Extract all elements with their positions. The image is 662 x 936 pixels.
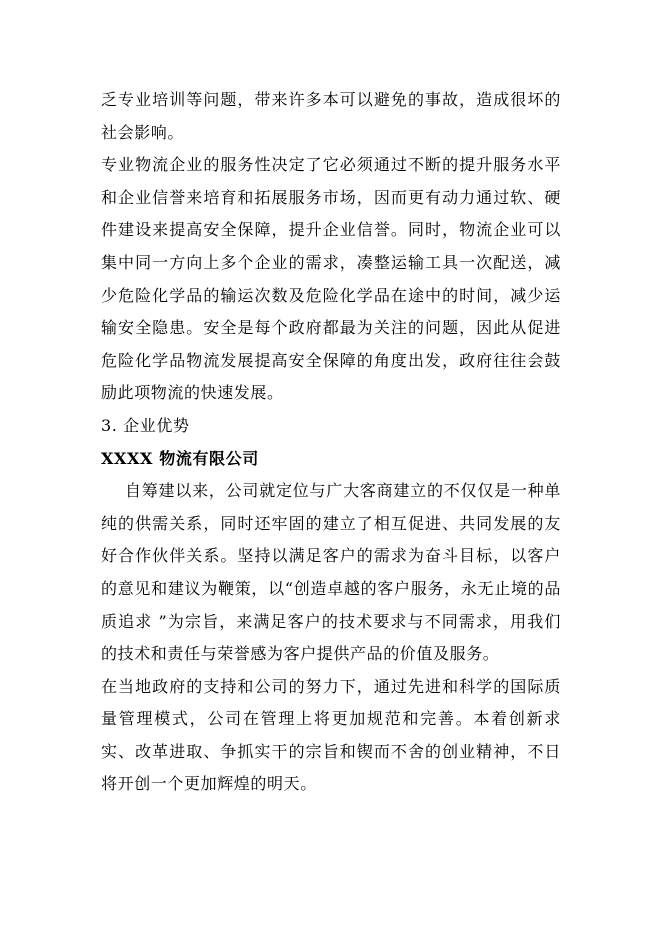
paragraph-company-future: 在当地政府的支持和公司的努力下，通过先进和科学的国际质量管理模式，公司在管理上将更加规范和完善。本着创新求实、改革进取、争抓实干的宗旨和锲而不舍的创业精神，不日将开创一个更加辉煌的明天。 xyxy=(101,676,561,794)
paragraph-professional-logistics: 专业物流企业的服务性决定了它必须通过不断的提升服务水平和企业信誉来培育和拓展服务市场，因而更有动力通过软、硬件建设来提高安全保障，提升企业信誉。同时，物流企业可以集中同一方向上多个企业的需求，凑整运输工具一次配送，减少危险化学品的输运次数及危险化学品在途中的时间，减少运输安全隐患。安全是每个政府都最为关注的问题，因此从促进危险化学品物流发展提高安全保障的角度出发，政府往往会鼓励此项物流的快速发展。 xyxy=(101,155,561,403)
section-title: 3. 企业优势 xyxy=(101,415,190,435)
paragraph-company-positioning: 自筹建以来，公司就定位与广大客商建立的不仅仅是一种单纯的供需关系，同时还牢固的建立了相互促进、共同发展的友好合作伙伴关系。坚持以满足客户的需求为奋斗目标，以客户的意见和建议为鞭策，以“创造卓越的客户服务，永无止境的品质追求 ”为宗旨，来满足客户的技术要求与不同需求，用我们的技术和责任与荣誉感为客户提供产品的价值及服务。 xyxy=(101,481,561,664)
company-heading: XXXX 物流有限公司 xyxy=(101,448,259,468)
paragraph-accident-impact: 乏专业培训等问题，带来许多本可以避免的事故，造成很坏的社会影响。 xyxy=(101,90,561,142)
document-body xyxy=(101,84,561,801)
